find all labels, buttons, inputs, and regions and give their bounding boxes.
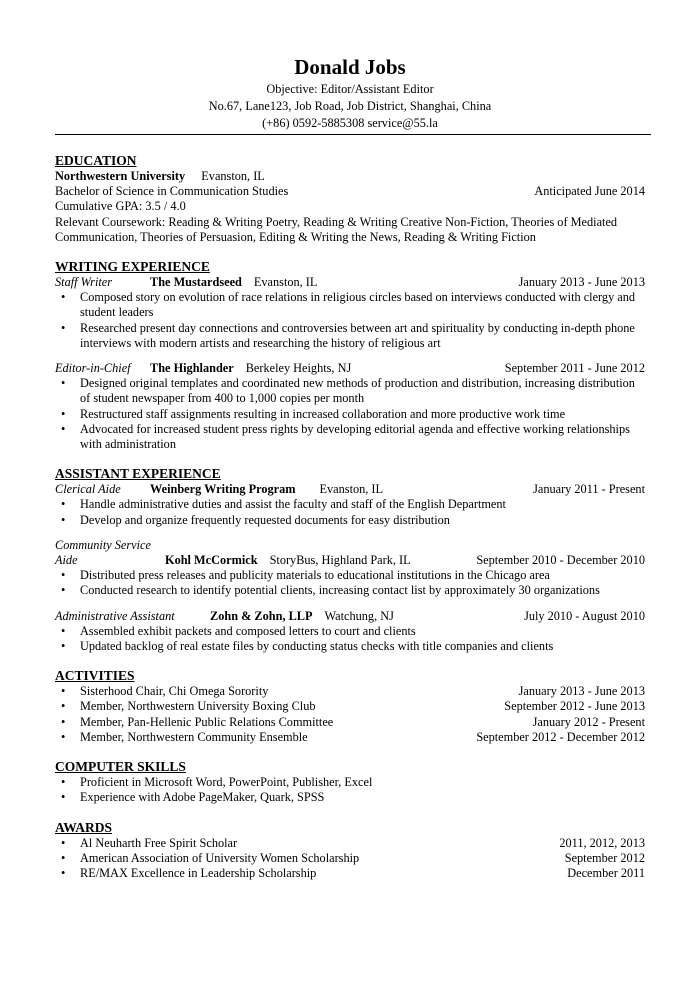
job-bullet xyxy=(55,407,645,422)
job-role: Editor-in-Chief xyxy=(55,361,131,376)
job-bullets xyxy=(55,624,645,654)
award-item xyxy=(55,866,645,881)
awards-heading: AWARDS xyxy=(55,819,113,835)
activity-item-row xyxy=(80,730,645,745)
activity-item-row xyxy=(80,715,645,730)
award-item-text: Al Neuharth Free Spirit Scholar xyxy=(80,835,238,850)
activity-item xyxy=(55,684,645,699)
job-location: Evanston, IL xyxy=(253,275,318,290)
activity-item-date: September 2012 - June 2013 xyxy=(504,699,645,714)
bullet-icon: • xyxy=(61,290,66,305)
job-bullet-text: Composed story on evolution of race relations in religious circles based on interviews conducted with clergy and student leaders xyxy=(80,290,636,320)
award-item-date: 2011, 2012, 2013 xyxy=(559,835,645,850)
job-header-row xyxy=(55,482,645,497)
activity-item-text: Member, Pan-Hellenic Public Relations Committee xyxy=(80,714,334,729)
job-bullets xyxy=(55,568,645,598)
computer-skills-heading: COMPUTER SKILLS xyxy=(55,759,186,775)
award-item-row xyxy=(80,851,645,866)
bullet-icon: • xyxy=(61,583,66,598)
bullet-icon: • xyxy=(61,623,66,638)
degree-date: Anticipated June 2014 xyxy=(534,184,645,199)
job-title-group xyxy=(55,482,533,497)
activity-item-text: Member, Northwestern Community Ensemble xyxy=(80,729,308,744)
job-bullet xyxy=(55,290,645,320)
job-date: January 2011 - Present xyxy=(533,482,645,497)
job-entry xyxy=(55,275,645,351)
job-bullets xyxy=(55,290,645,351)
bullet-icon: • xyxy=(61,639,66,654)
job-date: September 2011 - June 2012 xyxy=(504,361,645,376)
job-role: Community Service Aide xyxy=(55,537,151,568)
education-degree-row xyxy=(55,184,645,199)
job-role: Administrative Assistant xyxy=(55,608,175,623)
job-bullet-text: Updated backlog of real estate files by conducting status checks with title companies and clients xyxy=(80,639,554,654)
job-bullet-text: Restructured staff assignments resulting in increased collaboration and more productive work time xyxy=(80,406,566,421)
job-organization: The Mustardseed xyxy=(150,275,242,290)
job-header-row xyxy=(55,538,645,568)
header-divider xyxy=(55,134,651,135)
job-organization: Kohl McCormick xyxy=(165,553,258,568)
job-location: Evanston, IL xyxy=(319,482,384,497)
education-heading: EDUCATION xyxy=(55,153,137,168)
job-organization: Weinberg Writing Program xyxy=(150,482,296,497)
job-date: January 2013 - June 2013 xyxy=(518,275,645,290)
address-line: No.67, Lane123, Job Road, Job District, Shanghai, China xyxy=(208,99,492,113)
bullet-icon: • xyxy=(61,790,66,805)
award-item-row xyxy=(80,836,645,851)
job-entry xyxy=(55,482,645,528)
job-bullet-text: Assembled exhibit packets and composed letters to court and clients xyxy=(80,623,416,638)
degree: Bachelor of Science in Communication Studies xyxy=(55,184,289,199)
activity-item-row xyxy=(80,699,645,714)
job-bullet xyxy=(55,639,645,654)
bullet-icon: • xyxy=(61,835,66,850)
job-header-row xyxy=(55,275,645,290)
job-location: Watchung, NJ xyxy=(324,608,394,623)
job-organization: Zohn & Zohn, LLP xyxy=(210,608,313,623)
job-bullet xyxy=(55,422,645,452)
activity-item xyxy=(55,715,645,730)
activity-item-text: Member, Northwestern University Boxing Club xyxy=(80,699,316,714)
skill-item xyxy=(55,775,645,790)
assistant-experience-list xyxy=(55,482,645,654)
skill-item-text: Proficient in Microsoft Word, PowerPoint, Publisher, Excel xyxy=(80,775,373,790)
job-title-group xyxy=(55,361,505,376)
activity-item-row xyxy=(80,684,645,699)
coursework: Relevant Coursework: Reading & Writing Poetry, Reading & Writing Creative Non-Fiction, Theories of Mediated Communication, Theories of Persuasion, Editing & Writing the News, Reading & Writing Fiction xyxy=(55,214,618,244)
job-bullet xyxy=(55,497,645,512)
school-location: Evanston, IL xyxy=(201,169,265,183)
award-item-row xyxy=(80,866,645,881)
job-bullet xyxy=(55,376,645,406)
job-header-row xyxy=(55,609,645,624)
job-bullet-text: Researched present day connections and controversies between art and spirituality by conducting in-depth phone interviews with modern artists and researching the history of religious art xyxy=(80,320,635,350)
bullet-icon: • xyxy=(61,684,66,699)
bullet-icon: • xyxy=(61,406,66,421)
school-name: Northwestern University xyxy=(55,169,186,183)
award-item xyxy=(55,836,645,851)
writing-experience-heading: WRITING EXPERIENCE xyxy=(55,259,210,275)
job-bullets xyxy=(55,497,645,527)
resume-body xyxy=(55,153,645,881)
job-title-group xyxy=(55,609,524,624)
job-organization: The Highlander xyxy=(150,361,234,376)
job-header-row xyxy=(55,361,645,376)
activity-item xyxy=(55,699,645,714)
writing-experience-list xyxy=(55,275,645,452)
award-item-date: September 2012 xyxy=(564,850,645,865)
bullet-icon: • xyxy=(61,320,66,335)
job-bullet xyxy=(55,568,645,583)
job-bullet xyxy=(55,624,645,639)
job-location: Berkeley Heights, NJ xyxy=(245,361,352,376)
job-entry xyxy=(55,361,645,452)
bullet-icon: • xyxy=(61,497,66,512)
award-item-text: RE/MAX Excellence in Leadership Scholarship xyxy=(80,865,317,880)
job-bullets xyxy=(55,376,645,452)
bullet-icon: • xyxy=(61,699,66,714)
applicant-name: Donald Jobs xyxy=(294,55,406,79)
skill-item xyxy=(55,790,645,805)
bullet-icon: • xyxy=(61,714,66,729)
award-item xyxy=(55,851,645,866)
activities-list xyxy=(55,684,645,745)
job-bullet-text: Advocated for increased student press rights by developing editorial agenda and effective working relationships with administration xyxy=(80,421,630,452)
job-bullet xyxy=(55,321,645,351)
job-bullet xyxy=(55,513,645,528)
bullet-icon: • xyxy=(61,376,66,391)
job-entry xyxy=(55,538,645,599)
job-bullet-text: Develop and organize frequently requested documents for easy distribution xyxy=(80,512,450,527)
activity-item-date: January 2012 - Present xyxy=(532,714,645,729)
award-item-text: American Association of University Women Scholarship xyxy=(80,850,360,865)
bullet-icon: • xyxy=(61,568,66,583)
job-date: September 2010 - December 2010 xyxy=(476,553,645,568)
bullet-icon: • xyxy=(61,729,66,744)
activities-heading: ACTIVITIES xyxy=(55,668,135,684)
job-title-group xyxy=(55,538,476,568)
bullet-icon: • xyxy=(61,850,66,865)
awards-list xyxy=(55,836,645,882)
assistant-experience-heading: ASSISTANT EXPERIENCE xyxy=(55,466,221,482)
activity-item-date: January 2013 - June 2013 xyxy=(518,684,645,699)
job-role: Clerical Aide xyxy=(55,482,121,497)
gpa: Cumulative GPA: 3.5 / 4.0 xyxy=(55,199,186,214)
education-school-row xyxy=(55,169,645,184)
job-role: Staff Writer xyxy=(55,275,113,290)
award-item-date: December 2011 xyxy=(567,865,645,880)
computer-skills-list xyxy=(55,775,645,805)
job-bullet-text: Conducted research to identify potential clients, increasing contact list by approximately 30 organizations xyxy=(80,583,600,598)
skill-item-text: Experience with Adobe PageMaker, Quark, SPSS xyxy=(80,790,325,805)
bullet-icon: • xyxy=(61,775,66,790)
bullet-icon: • xyxy=(61,512,66,527)
job-bullet xyxy=(55,583,645,598)
job-bullet-text: Handle administrative duties and assist the faculty and staff of the English Department xyxy=(80,497,506,512)
job-bullet-text: Distributed press releases and publicity materials to educational institutions in the Chicago area xyxy=(80,568,550,583)
job-bullet-text: Designed original templates and coordinated new methods of production and distribution, increasing distribution of student newspaper from 400 to 1,000 copies per month xyxy=(80,376,635,406)
job-title-group xyxy=(55,275,519,290)
bullet-icon: • xyxy=(61,421,66,436)
activity-item xyxy=(55,730,645,745)
job-location: StoryBus, Highland Park, IL xyxy=(269,553,411,568)
bullet-icon: • xyxy=(61,865,66,880)
activity-item-text: Sisterhood Chair, Chi Omega Sorority xyxy=(80,684,269,699)
contact-line: (+86) 0592-5885308 service@55.la xyxy=(262,116,438,130)
job-date: July 2010 - August 2010 xyxy=(524,608,645,623)
job-entry xyxy=(55,609,645,655)
activity-item-date: September 2012 - December 2012 xyxy=(476,729,645,744)
objective-line: Objective: Editor/Assistant Editor xyxy=(266,82,434,96)
